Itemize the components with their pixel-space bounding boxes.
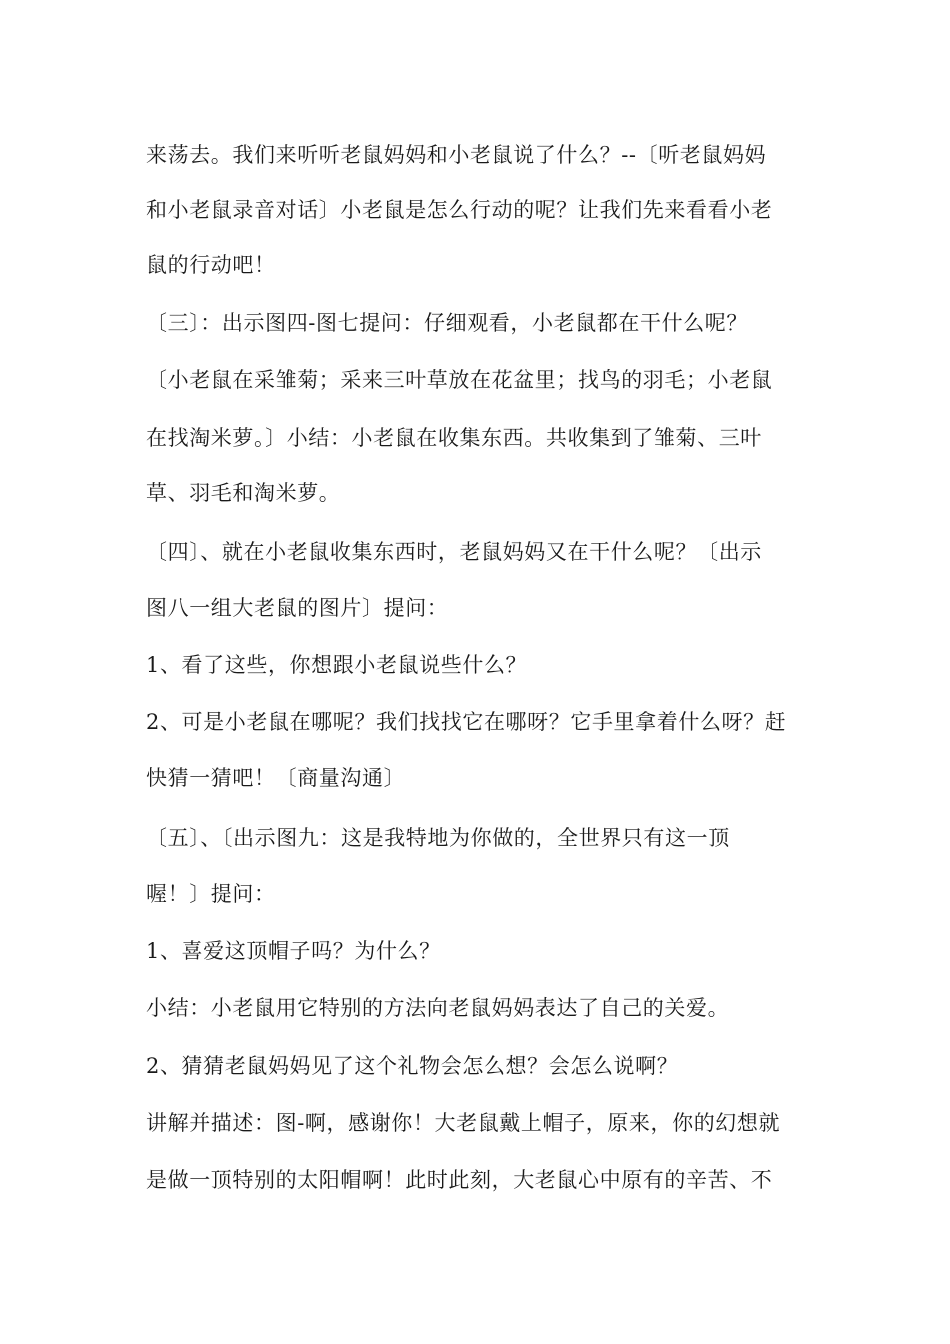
text-line: 图八一组大老鼠的图片〕提问：	[146, 596, 449, 620]
text-line: 在找淘米萝。〕小结：小老鼠在收集东西。共收集到了雏菊、三叶	[146, 426, 762, 450]
text-line: 2、猜猜老鼠妈妈见了这个礼物会怎么想？会怎么说啊？	[146, 1054, 679, 1078]
text-line: 1、喜爱这顶帽子吗？为什么？	[146, 939, 441, 963]
text-line: 草、羽毛和淘米萝。	[146, 481, 341, 505]
text-line: 讲解并描述：图-啊，感谢你！大老鼠戴上帽子，原来，你的幻想就	[146, 1111, 781, 1135]
text-line: 2、可是小老鼠在哪呢？我们找找它在哪呀？它手里拿着什么呀？赶	[146, 710, 787, 734]
text-line: 〔三〕：出示图四-图七提问：仔细观看，小老鼠都在干什么呢？	[146, 311, 748, 335]
text-line: 快猜一猜吧！〔商量沟通〕	[146, 766, 406, 790]
text-line: 鼠的行动吧！	[146, 253, 276, 277]
text-line: 喔！〕提问：	[146, 882, 276, 906]
text-line: 小结：小老鼠用它特别的方法向老鼠妈妈表达了自己的关爱。	[146, 996, 730, 1020]
text-line: 〔五〕、〔出示图九：这是我特地为你做的，全世界只有这一顶	[146, 826, 730, 850]
text-line: 1、看了这些，你想跟小老鼠说些什么？	[146, 653, 528, 677]
text-line: 和小老鼠录音对话〕小老鼠是怎么行动的呢？让我们先来看看小老	[146, 198, 773, 222]
text-line: 是做一顶特别的太阳帽啊！此时此刻，大老鼠心中原有的辛苦、不	[146, 1168, 773, 1192]
text-line: 〔四〕、就在小老鼠收集东西时，老鼠妈妈又在干什么呢？〔出示	[146, 540, 762, 564]
text-line: 〔小老鼠在采雏菊；采来三叶草放在花盆里；找鸟的羽毛；小老鼠	[146, 368, 773, 392]
text-line: 来荡去。我们来听听老鼠妈妈和小老鼠说了什么？--〔听老鼠妈妈	[146, 143, 767, 167]
